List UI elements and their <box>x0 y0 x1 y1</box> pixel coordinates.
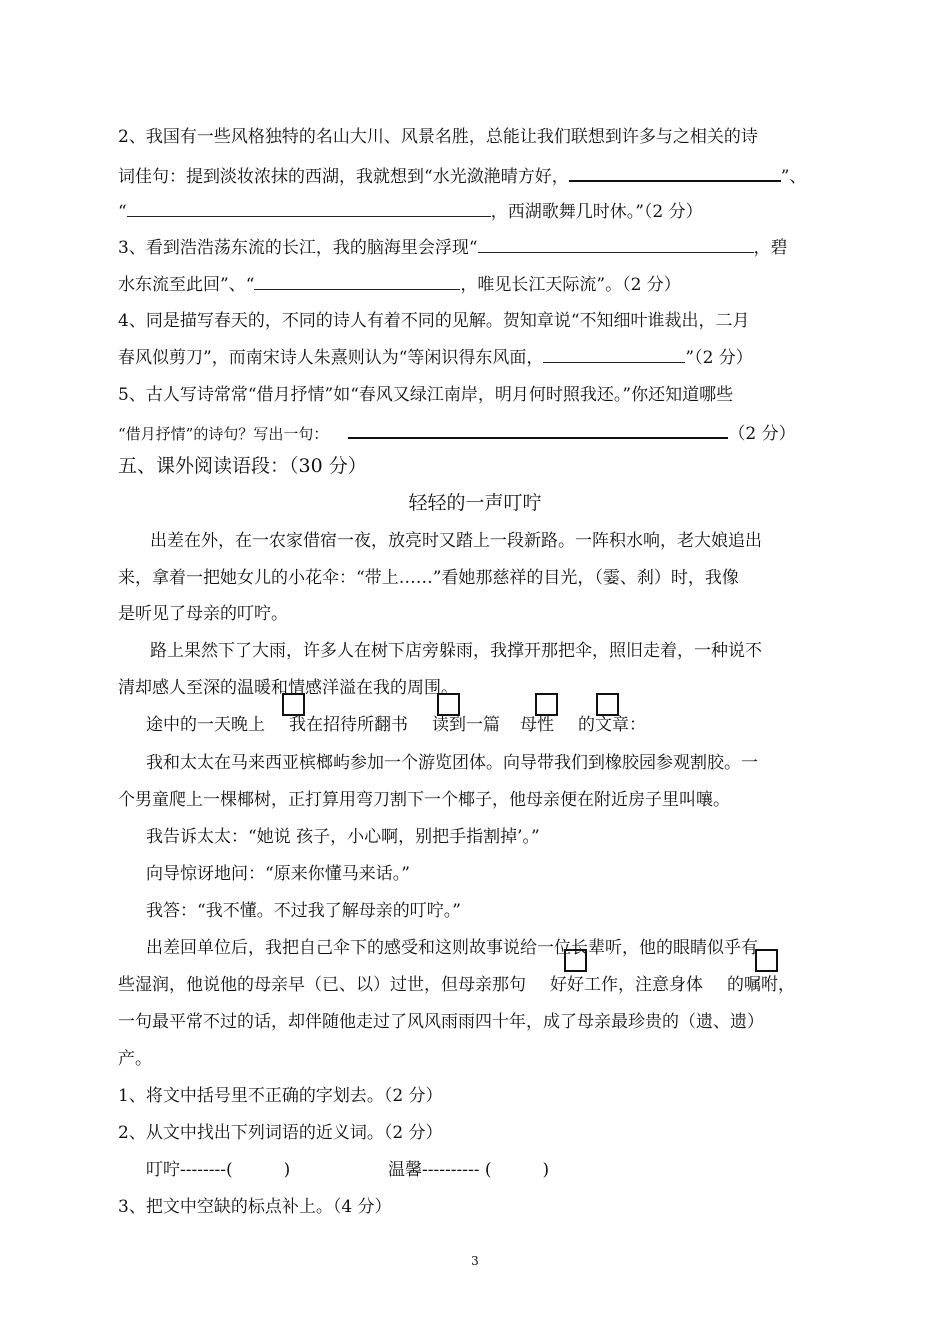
passage-title: 轻轻的一声叮咛 <box>408 492 542 514</box>
q3-answer-blank-2[interactable] <box>254 273 460 290</box>
page-number: 3 <box>471 1254 479 1268</box>
passage-p4-l2: 个男童爬上一棵椰树，正打算用弯刀割下一个椰子，他母亲便在附近房子里叫嚷。 <box>118 790 730 810</box>
passage-p8-l1: 出差回单位后，我把自己伞下的感受和这则故事说给一位长辈听，他的眼睛似乎有 <box>146 938 758 958</box>
p3-seg-b: 我在招待所翻书 <box>289 715 408 735</box>
q3-text-d: ，唯见长江天际流”。（2 分） <box>460 275 681 295</box>
passage-p3 <box>146 714 646 736</box>
q2-line2 <box>118 164 806 188</box>
q5-text-a: “借月抒情”的诗句？写出一句： <box>118 425 329 443</box>
p3-seg-a: 途中的一天晚上 <box>146 715 265 735</box>
q4-text-a: 春风似剪刀”，而南宋诗人朱熹则认为“等闲识得东风面， <box>118 348 544 368</box>
exercise-2-item-1[interactable]: 叮咛--------( ) <box>146 1160 291 1180</box>
q2-answer-blank-1[interactable] <box>569 164 781 182</box>
q2-text-c: ，西湖歌舞几时休。”（2 分） <box>490 202 703 222</box>
q3-line2 <box>118 273 681 296</box>
q5-line2 <box>118 421 796 445</box>
p3-seg-e: 的文章： <box>578 715 646 735</box>
q4-line1: 4、同是描写春天的，不同的诗人有着不同的见解。贺知章说“不知细叶谁裁出，二月 <box>118 311 750 331</box>
q2-text-b: ”、 <box>780 167 807 187</box>
q5-line1: 5、古人写诗常常“借月抒情”如“春风又绿江南岸，明月何时照我还。”你还知道哪些 <box>118 385 734 405</box>
q2-answer-blank-2[interactable] <box>127 200 491 217</box>
section-heading: 五、课外阅读语段：（30 分） <box>118 455 367 477</box>
q2-line1: 2、我国有一些风格独特的名山大川、风景名胜，总能让我们联想到许多与之相关的诗 <box>118 127 758 147</box>
exercise-2-item-2[interactable]: 温馨---------- ( ) <box>388 1160 550 1180</box>
p8-seg-a: 些湿润，他说他的母亲早（已、以）过世，但母亲那句 <box>118 975 526 995</box>
passage-p1-l3: 是听见了母亲的叮咛。 <box>118 604 288 624</box>
q4-line2 <box>118 346 753 369</box>
passage-p7: 我答：“我不懂。不过我了解母亲的叮咛。” <box>146 901 461 921</box>
p3-seg-d: 母性 <box>520 715 554 735</box>
q5-answer-blank[interactable] <box>348 421 728 439</box>
exercise-1: 1、将文中括号里不正确的字划去。（2 分） <box>118 1086 443 1106</box>
passage-p8-l2 <box>118 974 795 996</box>
passage-p8-l3: 一句最平常不过的话，却伴随他走过了风风雨雨四十年，成了母亲最珍贵的（遗、遗） <box>118 1012 764 1032</box>
q3-text-c: 水东流至此回”、“ <box>118 275 255 295</box>
p8-seg-c: 的嘱咐， <box>727 975 795 995</box>
passage-p6: 向导惊讶地问：“原来你懂马来话。” <box>146 864 410 884</box>
passage-p1-l2: 来，拿着一把她女儿的小花伞：“带上……”看她那慈祥的目光，（霎、刹）时，我像 <box>118 568 739 588</box>
passage-p2-l1: 路上果然下了大雨，许多人在树下店旁躲雨，我撑开那把伞，照旧走着，一种说不 <box>150 641 762 661</box>
punctuation-box-5[interactable] <box>564 949 587 972</box>
passage-p8-l4: 产。 <box>118 1049 152 1069</box>
q3-answer-blank-1[interactable] <box>478 236 754 253</box>
q2-line3 <box>118 200 703 223</box>
punctuation-box-3[interactable] <box>535 693 558 716</box>
passage-p1-l1: 出差在外，在一农家借宿一夜，放亮时又踏上一段新路。一阵积水响，老大娘追出 <box>150 531 762 551</box>
q3-line1 <box>118 236 788 259</box>
q3-text-b: ，碧 <box>753 238 788 258</box>
passage-p4-l1: 我和太太在马来西亚槟榔屿参加一个游览团体。向导带我们到橡胶园参观割胶。一 <box>146 753 758 773</box>
p8-seg-b: 好好工作，注意身体 <box>550 975 703 995</box>
q2-quote-open: “ <box>118 202 127 222</box>
q4-answer-blank[interactable] <box>543 346 685 363</box>
exercise-3: 3、把文中空缺的标点补上。（4 分） <box>118 1197 392 1217</box>
q5-text-b: （2 分） <box>728 424 796 444</box>
p3-seg-c: 读到一篇 <box>432 715 500 735</box>
punctuation-box-4[interactable] <box>596 693 619 716</box>
q3-text-a: 3、看到浩浩荡东流的长江，我的脑海里会浮现“ <box>118 238 478 258</box>
punctuation-box-1[interactable] <box>282 693 305 716</box>
passage-p2-l2: 清却感人至深的温暖和情感洋溢在我的周围。 <box>118 678 458 698</box>
punctuation-box-2[interactable] <box>437 693 460 716</box>
punctuation-box-6[interactable] <box>755 949 778 972</box>
q4-text-b: ”（2 分） <box>685 348 753 368</box>
q2-text-a: 词佳句：提到淡妆浓抹的西湖，我就想到“水光潋滟晴方好， <box>118 167 569 187</box>
exercise-2: 2、从文中找出下列词语的近义词。（2 分） <box>118 1123 443 1143</box>
passage-p5: 我告诉太太：“她说 孩子，小心啊，别把手指割掉’。” <box>146 827 540 847</box>
